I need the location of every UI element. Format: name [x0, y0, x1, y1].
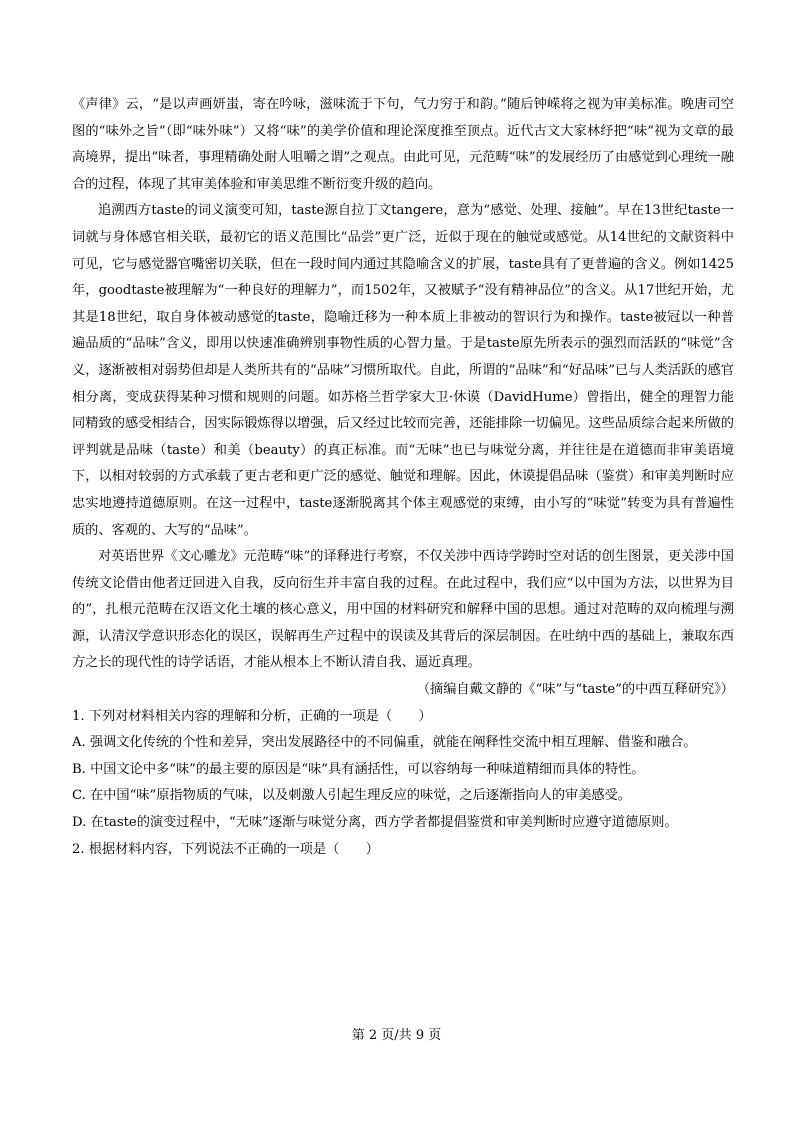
question-1 — [72, 704, 734, 837]
paragraph-1: 《声律》云，“是以声画妍蚩，寄在吟咏，滋味流于下句，气力穷于和韵。”随后钟嵘将之视为审美标准。晚唐司空图的“味外之旨”（即“味外味”）又将“味”的美学价值和理论深度推至顶点。近代古文大家林纾把“味”视为文章的最高境界，提出“味者，事理精确处耐人咀嚼之谓”之观点。由此可见，元范畴“味”的发展经历了由感觉到心理统一融合的过程，体现了其审美体验和审美思维不断衍变升级的趋向。 — [72, 97, 734, 192]
source-citation: （摘编自戴文静的《“味”与“taste”的中西互释研究》） — [416, 682, 734, 698]
paragraph-2: 追溯西方taste的词义演变可知，taste源自拉丁文tangere，意为“感觉、处理、接触”。早在13世纪taste一词就与身体感官相关联，最初它的语义范围比“品尝”更广泛，近似于现在的触觉或感觉。从14世纪的文献资料中可见，它与感觉器官嘴密切关联，但在一段时间内通过其隐喻含义的扩展，taste具有了更普遍的含义。例如1425年，goodtaste被理解为“一种良好的理解力”，而1502年，又被赋予“没有精神品位”的含义。从17世纪开始，尤其是18世纪，取自身体被动感觉的taste，隐喻迁移为一种本质上非被动的智识行为和操作。taste被冠以一种普遍品质的“品味”含义，即用以快速准确辨别事物性质的心智力量。于是taste原先所表示的强烈而活跃的“味觉”含义，逐渐被相对弱势但却是人类所共有的“品味”习惯所取代。自此，所谓的“品味”和“好品味”已与人类活跃的感官相分离，变成获得某种习惯和规则的问题。如苏格兰哲学家大卫·休谟（DavidHume）曾指出，健全的理智力能同精致的感受相结合，因实际锻炼得以增强，后又经过比较而完善，还能排除一切偏见。这些品质综合起来所做的评判就是品味（taste）和美（beauty）的真正标准。而“无味”也已与味觉分离，并往往是在道德而非审美语境下，以相对较弱的方式承载了更古老和更广泛的感觉、触觉和理解。因此，休谟提倡品味（鉴赏）和审美判断时应忠实地遵持道德原则。在这一过程中，taste逐渐脱离其个体主观感觉的束缚，由小写的“味觉”转变为具有普遍性质的、客观的、大写的“品味”。 — [72, 203, 734, 538]
question-2 — [72, 837, 734, 864]
question-2-stem: 2. 根据材料内容，下列说法不正确的一项是（ ） — [72, 841, 379, 857]
question-1-option-a: A. 强调文化传统的个性和差异，突出发展路径中的不同偏重，就能在阐释性交流中相互理解、借鉴和融合。 — [72, 735, 697, 751]
page-number-footer: 第 2 页/共 9 页 — [351, 1028, 442, 1043]
question-1-option-b: B. 中国文论中多“味”的最主要的原因是“味”具有涵括性，可以容纳每一种味道精细而具体的特性。 — [72, 761, 645, 777]
document-body — [72, 92, 734, 863]
question-1-option-d: D. 在taste的演变过程中，“无味”逐渐与味觉分离，西方学者都提倡鉴赏和审美判断时应遵守道德原则。 — [72, 815, 678, 831]
paragraph-3: 对英语世界《文心雕龙》元范畴“味”的译释进行考察，不仅关涉中西诗学跨时空对话的创生图景，更关涉中国传统文论借由他者迂回进入自我，反向衍生并丰富自我的过程。在此过程中，我们应“以中国为方法，以世界为目的”，扎根元范畴在汉语文化土壤的核心意义，用中国的材料研究和解释中国的思想。通过对范畴的双向梳理与溯源，认清汉学意识形态化的误区，误解再生产过程中的误读及其背后的深层制因。在吐纳中西的基础上，兼取东西方之长的现代性的诗学话语，才能从根本上不断认清自我、逼近真理。 — [72, 549, 734, 671]
question-1-stem: 1. 下列对材料相关内容的理解和分析，正确的一项是（ ） — [72, 708, 432, 724]
question-1-option-c: C. 在中国“味”原指物质的气味，以及刺激人引起生理反应的味觉，之后逐渐指向人的审美感受。 — [72, 788, 631, 804]
